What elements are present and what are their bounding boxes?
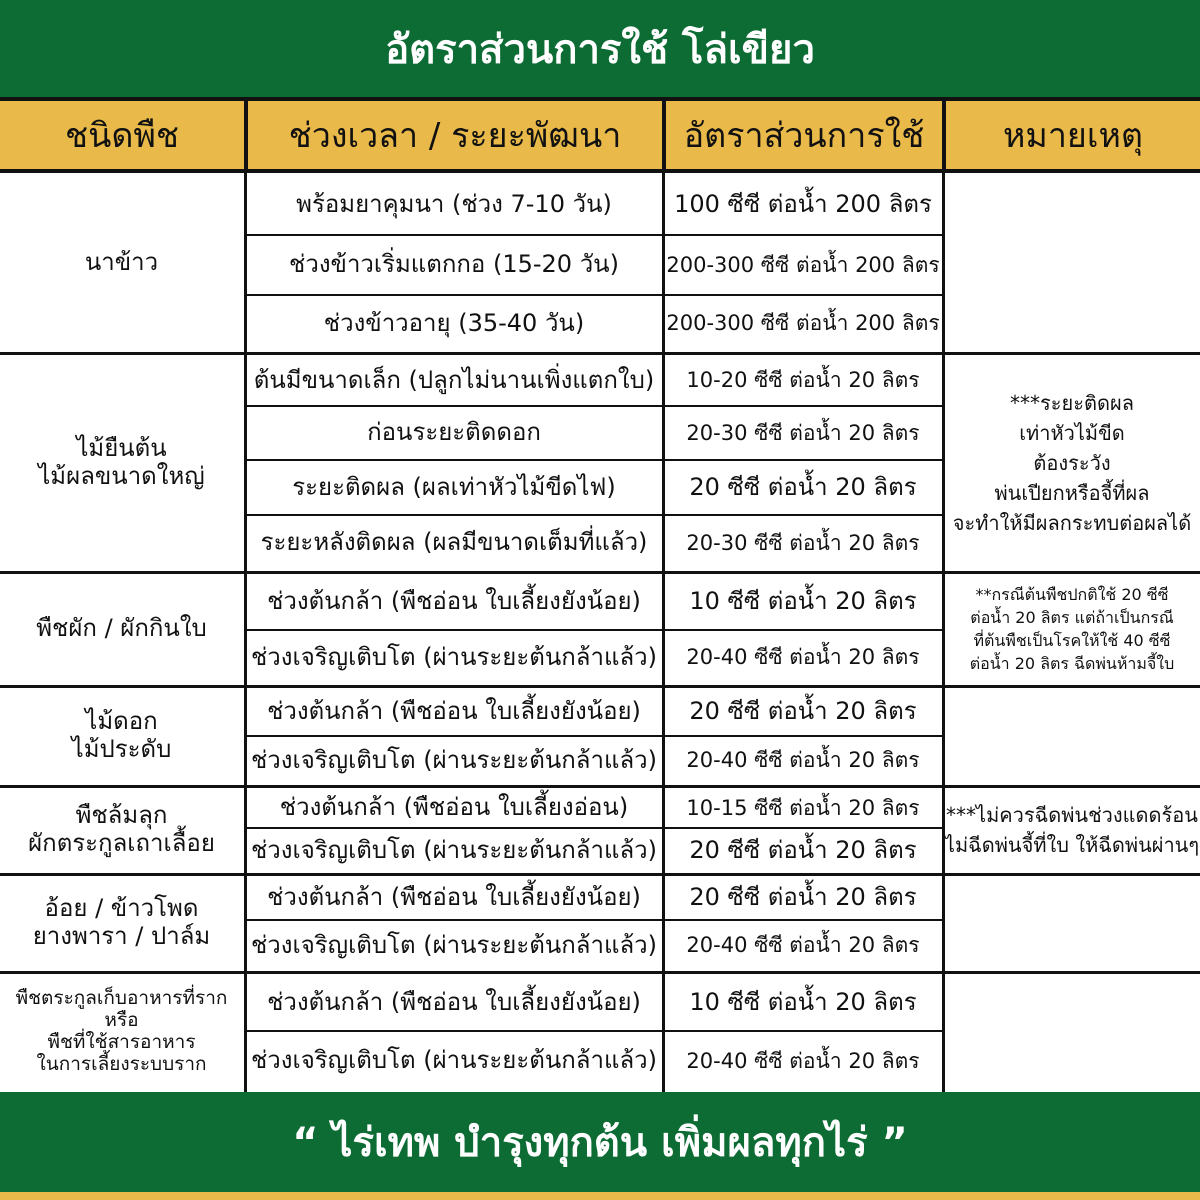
rate-cell: 20-40 ซีซี ต่อน้ำ 20 ลิตร [686, 645, 920, 670]
crop-type-line: ผักตระกูลเถาเลื้อย [28, 829, 215, 857]
rate-cell: 10-20 ซีซี ต่อน้ำ 20 ลิตร [686, 368, 920, 393]
rate-cell: 200-300 ซีซี ต่อน้ำ 200 ลิตร [666, 311, 940, 336]
rate-cell: 20 ซีซี ต่อน้ำ 20 ลิตร [689, 883, 917, 912]
header-rate: อัตราส่วนการใช้ [666, 101, 942, 169]
crop-type-line: พืชล้มลุก [75, 801, 168, 830]
stage-cell: ก่อนระยะติดดอก [367, 418, 541, 447]
stage-cell: ช่วงข้าวเริ่มแตกกอ (15-20 วัน) [289, 250, 619, 279]
note-cell [944, 572, 1200, 686]
crop-type-line: ไม้ยืนต้น [76, 433, 167, 462]
rate-cell: 200-300 ซีซี ต่อน้ำ 200 ลิตร [666, 252, 940, 277]
stage-cell: ช่วงต้นกล้า (พืชอ่อน ใบเลี้ยงอ่อน) [279, 793, 629, 822]
note-cell [944, 353, 1200, 572]
stage-cell: ช่วงเจริญเติบโต (ผ่านระยะต้นกล้าแล้ว) [251, 642, 657, 671]
note-line: ต่อน้ำ 20 ลิตร ฉีดพ่นห้ามจี้ใบ [969, 654, 1175, 674]
stage-cell: ช่วงเจริญเติบโต (ผ่านระยะต้นกล้าแล้ว) [251, 835, 657, 864]
footer-accent-strip [0, 1192, 1200, 1200]
crop-type-cell [0, 786, 243, 874]
crop-type-cell [0, 173, 243, 353]
page-title: อัตราส่วนการใช้ โล่เขียว [0, 0, 1200, 97]
crop-type-line: ในการเลี้ยงระบบราก [36, 1052, 207, 1075]
stage-cell: ช่วงเจริญเติบโต (ผ่านระยะต้นกล้าแล้ว) [251, 745, 657, 774]
note-line: เท่าหัวไม้ขีด [1019, 420, 1125, 445]
rate-cell: 10-15 ซีซี ต่อน้ำ 20 ลิตร [686, 795, 920, 820]
crop-type-line: ไม้ประดับ [71, 735, 172, 763]
crop-type-line: อ้อย / ข้าวโพด [44, 894, 199, 923]
rate-cell: 20 ซีซี ต่อน้ำ 20 ลิตร [689, 472, 917, 501]
stage-cell: ระยะติดผล (ผลเท่าหัวไม้ขีดไฟ) [292, 472, 616, 501]
crop-type-cell [0, 874, 243, 972]
stage-cell: ช่วงต้นกล้า (พืชอ่อน ใบเลี้ยงยังน้อย) [267, 697, 641, 726]
note-cell [944, 173, 1200, 353]
rate-cell: 20-30 ซีซี ต่อน้ำ 20 ลิตร [686, 420, 920, 445]
note-cell [944, 972, 1200, 1092]
note-line: ไม่ฉีดพ่นจี้ที่ใบ ให้ฉีดพ่นผ่านๆ [944, 833, 1200, 857]
rate-cell: 20 ซีซี ต่อน้ำ 20 ลิตร [689, 835, 917, 864]
stage-cell: ช่วงต้นกล้า (พืชอ่อน ใบเลี้ยงยังน้อย) [267, 987, 641, 1016]
crop-type-line: นาข้าว [84, 248, 159, 277]
crop-type-line: หรือ [104, 1009, 139, 1032]
header-stage: ช่วงเวลา / ระยะพัฒนา [248, 101, 662, 169]
crop-type-line: ไม้ดอก [85, 707, 158, 736]
stage-cell: ช่วงต้นกล้า (พืชอ่อน ใบเลี้ยงยังน้อย) [267, 587, 641, 616]
rate-cell: 20-30 ซีซี ต่อน้ำ 20 ลิตร [686, 530, 920, 555]
stage-cell: ระยะหลังติดผล (ผลมีขนาดเต็มที่แล้ว) [260, 528, 648, 557]
crop-type-line: ยางพารา / ปาล์ม [32, 922, 211, 950]
rate-cell: 10 ซีซี ต่อน้ำ 20 ลิตร [689, 987, 917, 1016]
rate-cell: 10 ซีซี ต่อน้ำ 20 ลิตร [689, 587, 917, 616]
crop-type-cell [0, 686, 243, 786]
note-line: ***ระยะติดผล [1010, 390, 1134, 415]
note-line: ที่ต้นพืชเป็นโรคให้ใช้ 40 ซีซี [973, 631, 1171, 650]
rate-cell: 20 ซีซี ต่อน้ำ 20 ลิตร [689, 697, 917, 726]
stage-cell: พร้อมยาคุมนา (ช่วง 7-10 วัน) [296, 190, 612, 219]
stage-cell: ช่วงเจริญเติบโต (ผ่านระยะต้นกล้าแล้ว) [251, 930, 657, 959]
crop-type-cell [0, 572, 243, 686]
note-cell [944, 686, 1200, 786]
stage-cell: ช่วงเจริญเติบโต (ผ่านระยะต้นกล้าแล้ว) [251, 1046, 657, 1075]
rate-cell: 20-40 ซีซี ต่อน้ำ 20 ลิตร [686, 933, 920, 958]
note-line: พ่นเปียกหรือจี้ที่ผล [994, 480, 1150, 505]
note-line: จะทำให้มีผลกระทบต่อผลได้ [952, 510, 1192, 535]
crop-type-cell [0, 972, 243, 1092]
note-cell [944, 874, 1200, 972]
note-line: ต้องระวัง [1033, 450, 1111, 475]
note-cell [944, 786, 1200, 874]
crop-type-cell [0, 353, 243, 572]
rate-cell: 20-40 ซีซี ต่อน้ำ 20 ลิตร [686, 1048, 920, 1073]
usage-rate-table [0, 97, 1200, 1092]
footer-slogan: “ ไร่เทพ บำรุงทุกต้น เพิ่มผลทุกไร่ ” [0, 1092, 1200, 1192]
rate-cell: 20-40 ซีซี ต่อน้ำ 20 ลิตร [686, 748, 920, 773]
crop-type-line: ไม้ผลขนาดใหญ่ [38, 461, 205, 490]
rate-cell: 100 ซีซี ต่อน้ำ 200 ลิตร [674, 190, 932, 219]
stage-cell: ช่วงข้าวอายุ (35-40 วัน) [323, 308, 585, 337]
stage-cell: ช่วงต้นกล้า (พืชอ่อน ใบเลี้ยงยังน้อย) [267, 883, 641, 912]
crop-type-line: พืชตระกูลเก็บอาหารที่ราก [15, 987, 228, 1010]
stage-cell: ต้นมีขนาดเล็ก (ปลูกไม่นานเพิ่งแตกใบ) [253, 365, 655, 394]
crop-type-line: พืชที่ใช้สารอาหาร [47, 1031, 196, 1053]
note-line: ต่อน้ำ 20 ลิตร แต่ถ้าเป็นกรณี [970, 607, 1174, 627]
header-note: หมายเหตุ [946, 101, 1200, 169]
note-line: **กรณีต้นพืชปกติใช้ 20 ซีซี [975, 584, 1169, 604]
crop-type-line: พืชผัก / ผักกินใบ [36, 614, 207, 643]
header-crop-type: ชนิดพืช [0, 101, 244, 169]
note-line: ***ไม่ควรฉีดพ่นช่วงแดดร้อน [946, 803, 1198, 827]
